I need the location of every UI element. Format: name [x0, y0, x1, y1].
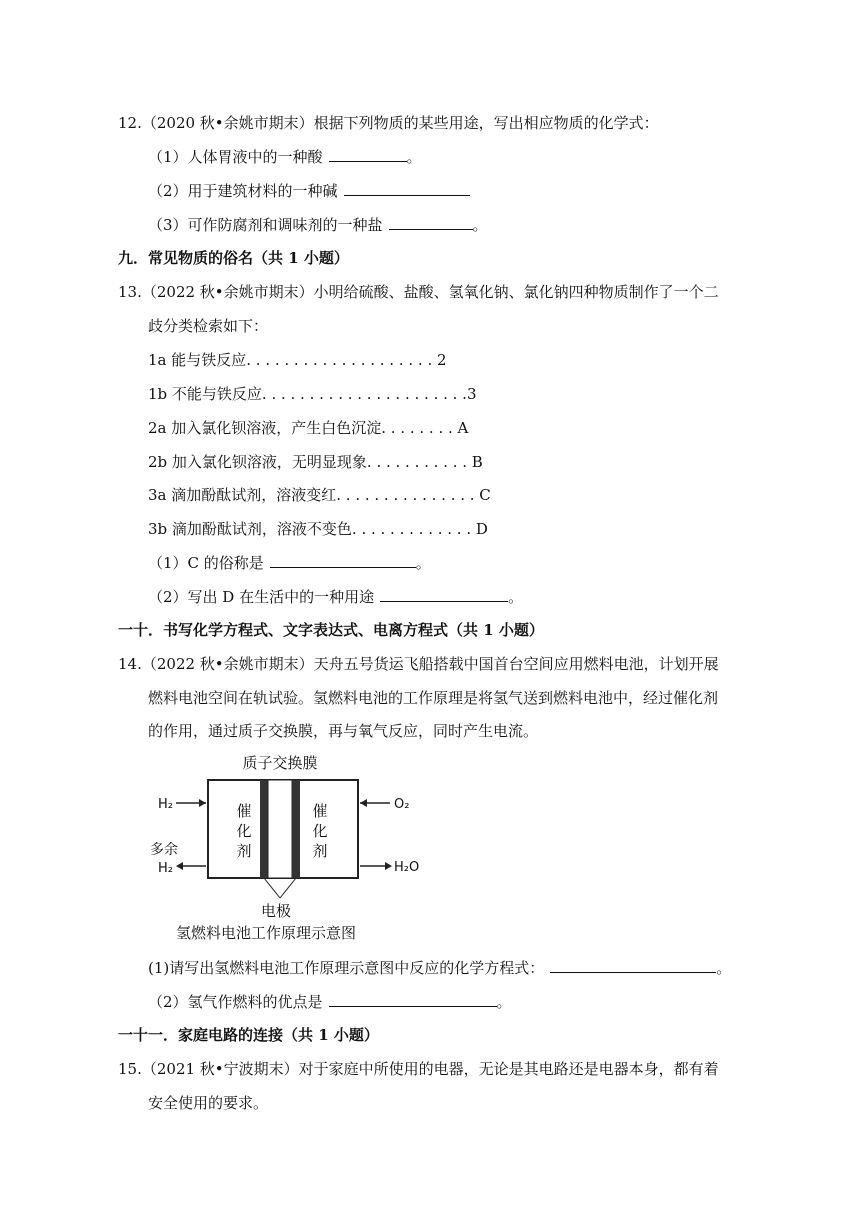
catalyst-char: 催	[312, 802, 328, 820]
question-12-part-1-text: （1）人体胃液中的一种酸	[148, 148, 323, 166]
arrow-head	[360, 799, 367, 807]
key-entry: 1b 不能与铁反应. . . . . . . . . . . . . . . . . . . . . .3	[148, 385, 477, 403]
question-12-part-2-text: （2）用于建筑材料的一种碱	[148, 182, 338, 200]
question-12-stem: 12.（2020 秋•余姚市期末）根据下列物质的某些用途，写出相应物质的化学式：	[118, 114, 659, 132]
key-entry: 2b 加入氯化钡溶液，无明显现象. . . . . . . . . . . B	[148, 453, 483, 471]
section-heading-9: 九．常见物质的俗名（共 1 小题）	[118, 249, 349, 267]
section-heading-10: 一十．书写化学方程式、文字表达式、电离方程式（共 1 小题）	[118, 621, 544, 639]
answer-blank[interactable]	[380, 587, 508, 602]
h2-outlet-label: H₂	[158, 861, 173, 876]
punctuation: 。	[716, 959, 732, 977]
answer-blank[interactable]	[344, 181, 470, 196]
answer-blank[interactable]	[389, 215, 473, 230]
answer-blank[interactable]	[550, 958, 716, 973]
question-13-part-1-text: （1）C 的俗称是	[148, 554, 264, 572]
question-14-part-2-text: （2）氢气作燃料的优点是	[148, 993, 323, 1011]
catalyst-char: 剂	[236, 842, 252, 860]
question-14-line-3: 的作用，通过质子交换膜，再与氧气反应，同时产生电流。	[148, 722, 539, 740]
question-13-part-2	[148, 587, 523, 607]
electrode-pointer	[264, 878, 280, 898]
question-13-part-2-text: （2）写出 D 在生活中的一种用途	[148, 588, 375, 606]
question-14-line-2: 燃料电池空间在轨试验。氢燃料电池的工作原理是将氢气送到燃料电池中，经过催化剂	[148, 689, 719, 707]
h2o-outlet-label: H₂O	[394, 860, 420, 875]
electrode-label: 电极	[260, 902, 292, 920]
punctuation: 。	[406, 148, 422, 166]
electrode-right	[292, 780, 300, 878]
fuel-cell-diagram	[140, 748, 440, 948]
arrow-head	[176, 862, 183, 870]
question-14-part-1-text: (1)请写出氢燃料电池工作原理示意图中反应的化学方程式：	[148, 959, 545, 977]
electrode-left	[260, 780, 268, 878]
question-15-line-1: 15.（2021 秋•宁波期末）对于家庭中所使用的电器，无论是其电路还是电器本身，都有着	[118, 1060, 719, 1078]
arrow-head	[199, 799, 206, 807]
answer-blank[interactable]	[329, 992, 497, 1007]
question-14-part-2	[148, 992, 512, 1012]
question-12-part-2	[148, 181, 470, 201]
question-13-stem-line-2: 歧分类检索如下：	[148, 317, 269, 335]
catalyst-char: 化	[312, 822, 328, 840]
arrow-head	[385, 862, 392, 870]
punctuation: 。	[496, 993, 512, 1011]
proton-membrane	[268, 780, 292, 878]
electrode-pointer	[280, 878, 296, 898]
catalyst-char: 化	[236, 822, 252, 840]
section-heading-11: 一十一．家庭电路的连接（共 1 小题）	[118, 1026, 379, 1044]
catalyst-char: 剂	[312, 842, 328, 860]
punctuation: 。	[508, 588, 524, 606]
punctuation: 。	[415, 554, 431, 572]
key-entry: 3a 滴加酚酞试剂，溶液变红. . . . . . . . . . . . . . . C	[148, 486, 491, 504]
diagram-caption: 氢燃料电池工作原理示意图	[175, 924, 357, 942]
question-13-part-1	[148, 553, 431, 573]
membrane-label: 质子交换膜	[242, 754, 318, 772]
key-entry: 3b 滴加酚酞试剂，溶液不变色. . . . . . . . . . . . . D	[148, 520, 488, 538]
key-entry: 1a 能与铁反应. . . . . . . . . . . . . . . . . . . . 2	[148, 351, 447, 369]
o2-inlet-label: O₂	[394, 797, 410, 812]
question-14-part-1	[148, 958, 731, 978]
punctuation: 。	[472, 216, 488, 234]
answer-blank[interactable]	[270, 553, 416, 568]
excess-label: 多余	[150, 842, 178, 858]
question-12-part-3	[148, 215, 488, 235]
question-13-stem-line-1: 13.（2022 秋•余姚市期末）小明给硫酸、盐酸、氢氧化钠、氯化钠四种物质制作了一个二	[118, 283, 719, 301]
question-12-part-1	[148, 147, 422, 167]
catalyst-char: 催	[236, 802, 252, 820]
question-14-line-1: 14.（2022 秋•余姚市期末）天舟五号货运飞船搭载中国首台空间应用燃料电池，计划开展	[118, 655, 719, 673]
h2-inlet-label: H₂	[158, 797, 173, 812]
question-15-line-2: 安全使用的要求。	[148, 1094, 269, 1112]
answer-blank[interactable]	[329, 147, 407, 162]
question-12-part-3-text: （3）可作防腐剂和调味剂的一种盐	[148, 216, 383, 234]
key-entry: 2a 加入氯化钡溶液，产生白色沉淀. . . . . . . . A	[148, 419, 469, 437]
